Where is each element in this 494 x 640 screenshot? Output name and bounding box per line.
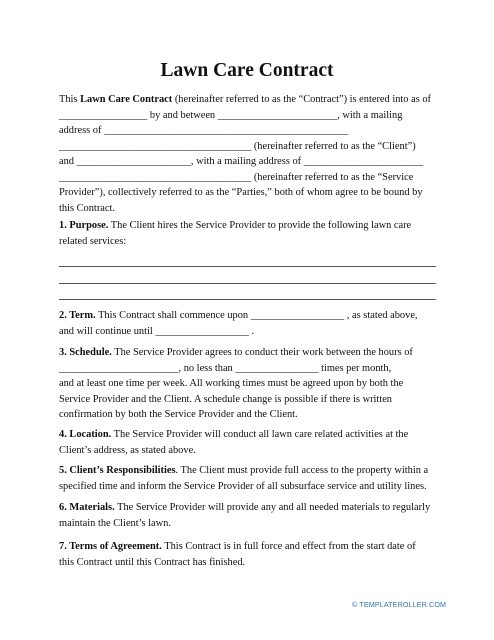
intro-line: this Contract. [59, 202, 115, 214]
section-heading: 1. Purpose. [59, 220, 109, 231]
section-line: 3. Schedule. The Service Provider agrees to conduct their work between the hours of [59, 347, 413, 358]
section-line: maintain the Client’s lawn. [59, 517, 171, 529]
section-line: 4. Location. The Service Provider will conduct all lawn care related activities at the [59, 429, 409, 440]
section-line: Client’s address, as stated above. [59, 444, 196, 456]
section-line: confirmation by both the Service Provider and the Client. [59, 409, 298, 420]
section-heading: 4. Location. [59, 429, 112, 440]
section-heading: 6. Materials. [59, 502, 115, 513]
intro-line: This Lawn Care Contract (hereinafter referred to as the “Contract”) is entered into as of [59, 94, 432, 105]
section-line: specified time and inform the Service Provider of all subsurface service and utility lines. [59, 480, 427, 492]
page-title: Lawn Care Contract [160, 60, 334, 81]
section-line: and will continue until __________________ . [59, 325, 255, 337]
intro-line: Provider”), collectively referred to as the “Parties,” both of whom agree to be bound by [59, 187, 423, 198]
intro-line: address of _______________________________________________ [59, 125, 349, 136]
section-heading: 2. Term. [59, 310, 96, 321]
footer-link[interactable]: © TEMPLATEROLLER.COM [352, 600, 447, 609]
intro-line: _____________________________________ (hereinafter referred to as the “Service [59, 171, 414, 183]
section-line: 5. Client’s Responsibilities. The Client must provide full access to the property within a [59, 465, 429, 476]
section-heading: 7. Terms of Agreement. [59, 541, 162, 552]
section-line: Service Provider and the Client. A schedule change is possible if there is written [59, 393, 392, 405]
section-line: 7. Terms of Agreement. This Contract is in full force and effect from the start date of [59, 541, 416, 552]
section-heading: 3. Schedule. [59, 347, 112, 358]
intro-line: and ______________________, with a mailing address of _______________________ [59, 156, 424, 167]
section-line: _______________________, no less than ________________ times per month, [59, 362, 392, 374]
section-line: and at least one time per week. All working times must be agreed upon by both the [59, 378, 404, 389]
intro-line: _________________ by and between _______________________, with a mailing [59, 109, 403, 121]
section-line: related services: [59, 235, 127, 247]
blank-line [59, 283, 436, 284]
blank-line [59, 299, 436, 300]
section-line: 2. Term. This Contract shall commence upon __________________ , as stated above, [59, 310, 418, 321]
blank-line [59, 266, 436, 267]
section-line: 6. Materials. The Service Provider will provide any and all needed materials to regularly [59, 502, 431, 513]
intro-line: _____________________________________ (hereinafter referred to as the “Client”) [59, 140, 416, 152]
section-heading: 5. Client’s Responsibilities [59, 465, 176, 476]
section-line: this Contract until this Contract has finished. [59, 556, 246, 568]
section-line: 1. Purpose. The Client hires the Service Provider to provide the following lawn care [59, 220, 412, 231]
